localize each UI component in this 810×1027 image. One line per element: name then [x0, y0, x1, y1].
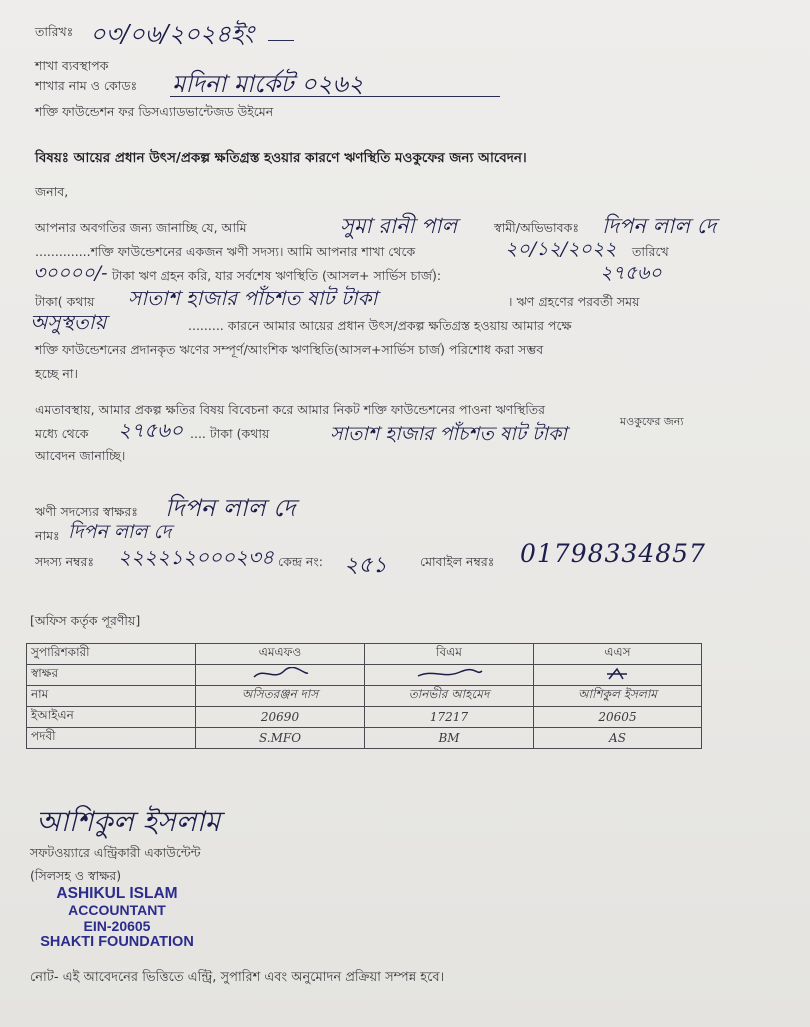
table-row: [27, 686, 702, 707]
para2-line2-a: মধ্যে থেকে: [35, 426, 89, 441]
member-number-label: সদস্য নম্বরঃ: [35, 554, 95, 569]
para2-line1: এমতাবস্থায়, আমার প্রকল্প ক্ষতির বিষয় বিবেচনা করে আমার নিকট শক্তি ফাউন্ডেশনের পাওনা ঋণস্থিতির: [35, 402, 546, 417]
balance-amount: ২৭৫৬০: [600, 262, 662, 284]
row-label: নাম: [27, 686, 196, 707]
para1-line1-a: আপনার অবগতির জন্য জানাচ্ছি যে, আমি: [35, 220, 247, 235]
salutation: জনাব,: [35, 184, 69, 199]
member-signature-label: ঋণী সদস্যের স্বাক্ষরঃ: [35, 504, 138, 519]
para1-line7: হচ্ছে না।: [35, 366, 78, 381]
recommendation-table: [26, 643, 702, 749]
table-cell: 17217: [365, 707, 534, 728]
row-label: স্বাক্ষর: [27, 665, 196, 686]
date-dash: [268, 40, 294, 41]
subject-line: বিষয়ঃ আয়ের প্রধান উৎস/প্রকল্প ক্ষতিগ্রস্ত হওয়ার কারণে ঋণস্থিতি মওকুফের জন্য আবেদন।: [35, 150, 527, 166]
member-number: ২২২২১২০০০২৩৪: [118, 545, 274, 569]
table-row: [27, 728, 702, 749]
member-signature: দিপন লাল দে: [165, 494, 296, 522]
office-use-label: [অফিস কর্তৃক পূরণীয়]: [30, 613, 141, 628]
para2-line2-b: .... টাকা (কথায়: [190, 426, 270, 441]
member-name-label: নামঃ: [35, 528, 60, 543]
date-label: তারিখঃ: [35, 24, 74, 39]
table-header: সুপারিশকারী: [27, 644, 196, 665]
signature-cell: [196, 665, 365, 686]
signature-scribble-icon: [603, 667, 633, 681]
waive-amount: ২৭৫৬০: [118, 418, 183, 442]
table-cell: AS: [534, 728, 702, 749]
accountant-handwritten-name: আশিকুল ইসলাম: [36, 805, 221, 838]
loan-amount: ৩০০০০/-: [33, 262, 108, 284]
table-header: এএস: [534, 644, 702, 665]
loss-reason: অসুস্থতায়: [30, 310, 107, 334]
table-row: [27, 707, 702, 728]
branch-manager-label: শাখা ব্যবস্থাপক: [35, 58, 109, 73]
loan-date: ২০/১২/২০২২: [505, 238, 617, 260]
para1-line6: শক্তি ফাউন্ডেশনের প্রদানকৃত ঋণের সম্পূর্ণ/আংশিক ঋণস্থিতি(আসল+সার্ভিস চার্জ) পরিশোধ করা সম্ভব: [35, 342, 544, 357]
signature-cell: [534, 665, 702, 686]
center-number: ২৫১: [344, 553, 387, 578]
para1-line3-a: টাকা ঋণ গ্রহন করি, যার সর্বশেষ ঋণস্থিতি (আসল+ সার্ভিস চার্জ):: [112, 268, 442, 283]
branch-label: শাখার নাম ও কোডঃ: [35, 78, 138, 93]
amount-in-words: সাতাশ হাজার পাঁচশত ষাট টাকা: [128, 286, 378, 310]
table-cell: 20605: [534, 707, 702, 728]
table-header: এমএফও: [196, 644, 365, 665]
signature-scribble-icon: [250, 667, 310, 681]
stamp-title: ACCOUNTANT: [68, 902, 166, 918]
branch-underline: [170, 96, 500, 97]
para1-line2-b: তারিখে: [632, 244, 669, 259]
accountant-role: সফটওয়্যারে এন্ট্রিকারী একাউন্টেন্ট: [30, 845, 201, 860]
table-cell: তানভীর আহমেদ: [365, 686, 534, 707]
accountant-seal-note: (সিলসহ ও স্বাক্ষর): [30, 868, 122, 883]
table-header-row: [27, 644, 702, 665]
table-header: বিএম: [365, 644, 534, 665]
guardian-name: দিপন লাল দে: [602, 214, 717, 238]
waive-words: সাতাশ হাজার পাঁচশত ষাট টাকা: [330, 423, 567, 445]
para1-line4-a: টাকা( কথায়: [35, 294, 95, 309]
table-row: [27, 665, 702, 686]
stamp-org: SHAKTI FOUNDATION: [40, 934, 194, 950]
para1-line2-a: ..............শক্তি ফাউন্ডেশনের একজন ঋণী সদস্য। আমি আপনার শাখা থেকে: [35, 244, 416, 259]
applicant-name: সুমা রানী পাল: [340, 214, 458, 238]
organization-name: শক্তি ফাউন্ডেশন ফর ডিসএ্যাডভান্টেজড উইমেন: [35, 104, 274, 119]
mobile-label: মোবাইল নম্বরঃ: [420, 554, 495, 569]
table-cell: অসিতরঞ্জন দাস: [196, 686, 365, 707]
para1-line4-b: । ঋণ গ্রহণের পরবর্তী সময়: [508, 294, 640, 309]
mobile-number: 01798334857: [520, 539, 706, 568]
member-name: দিপন লাল দে: [68, 521, 172, 543]
para2-line3: আবেদন জানাচ্ছি।: [35, 448, 126, 463]
row-label: ইআইএন: [27, 707, 196, 728]
stamp-name: ASHIKUL ISLAM: [56, 885, 178, 902]
signature-cell: [365, 665, 534, 686]
date-value: ০৩/০৬/২০২৪ইং: [90, 20, 254, 48]
footer-note: নোট- এই আবেদনের ভিত্তিতে এন্ট্রি, সুপারিশ এবং অনুমোদন প্রক্রিয়া সম্পন্ন হবে।: [30, 970, 445, 985]
table-cell: S.MFO: [196, 728, 365, 749]
branch-value: মদিনা মার্কেট ০২৬২: [172, 70, 364, 98]
table-cell: 20690: [196, 707, 365, 728]
row-label: পদবী: [27, 728, 196, 749]
center-label: কেন্দ্র নং:: [278, 554, 323, 569]
para2-line2-c: মওকুফের জন্য: [620, 415, 684, 428]
stamp-ein: EIN-20605: [83, 918, 151, 934]
para1-line1-b: স্বামী/অভিভাবকঃ: [494, 220, 579, 235]
table-cell: আশিকুল ইসলাম: [534, 686, 702, 707]
table-cell: BM: [365, 728, 534, 749]
accountant-stamp: [22, 886, 212, 950]
para1-line5: ......... কারনে আমার আয়ের প্রধান উৎস/প্রকল্প ক্ষতিগ্রস্ত হওয়ায় আমার পক্ষে: [188, 318, 572, 333]
signature-scribble-icon: [414, 667, 484, 681]
